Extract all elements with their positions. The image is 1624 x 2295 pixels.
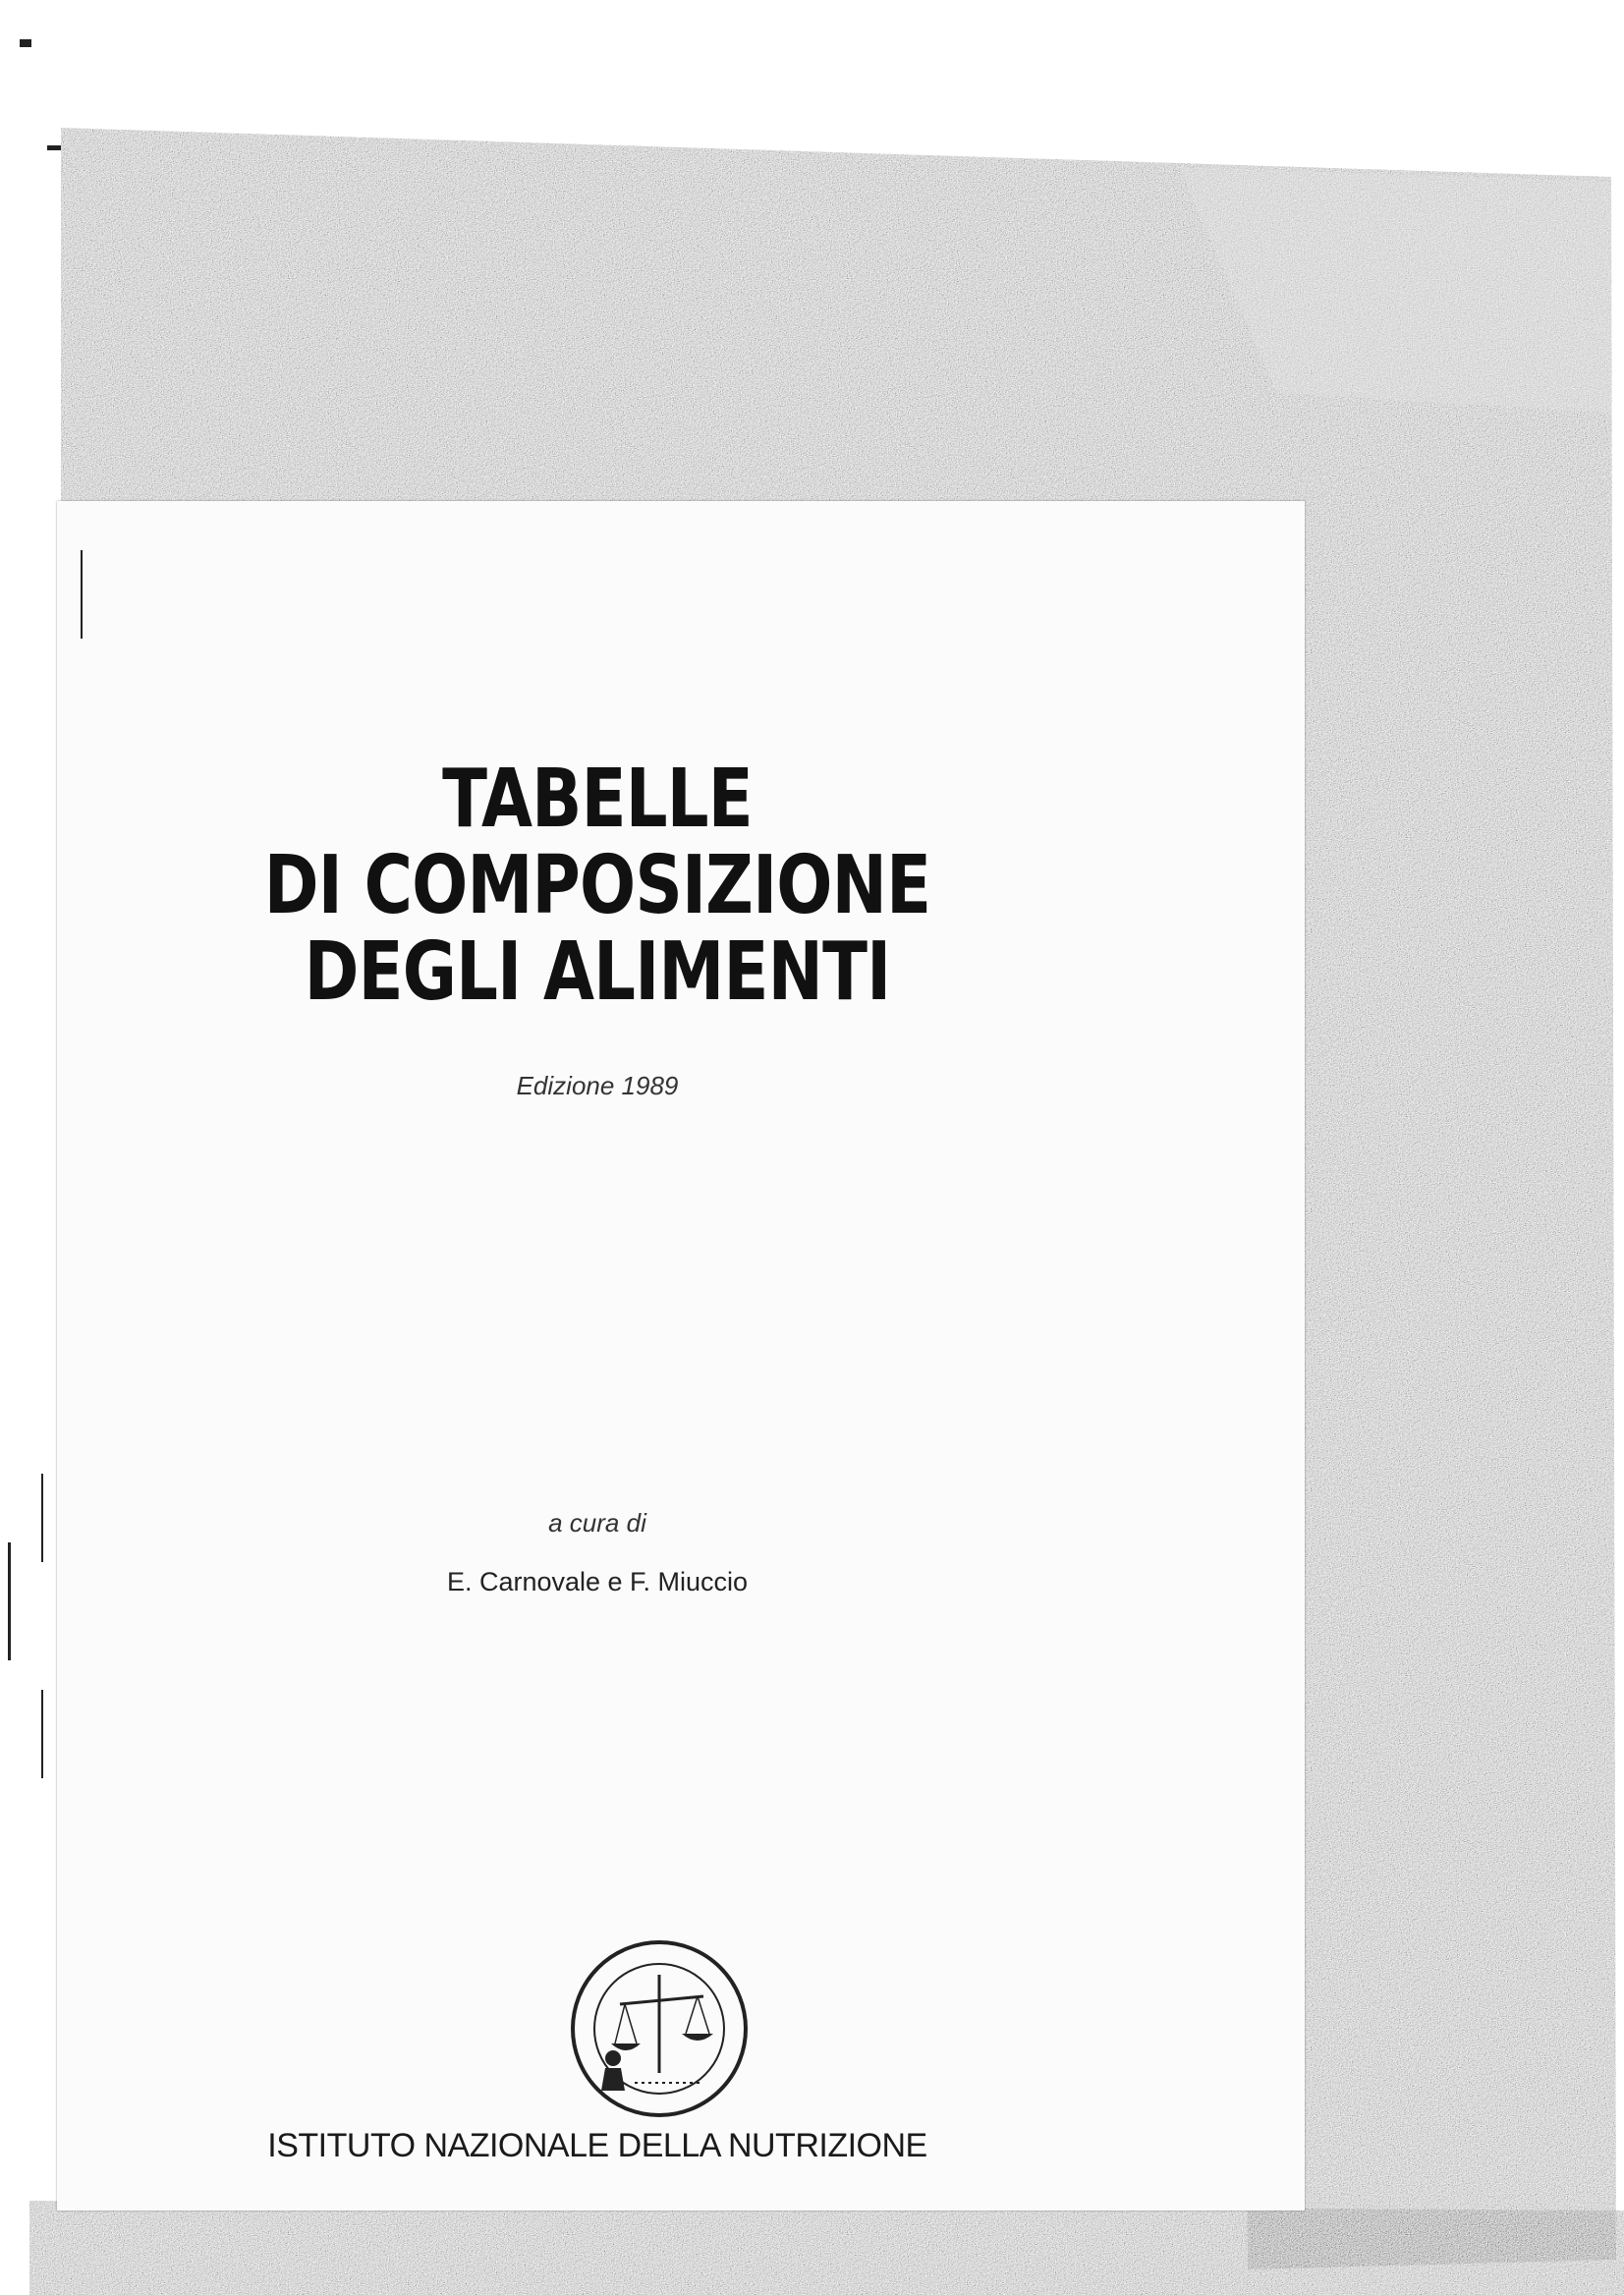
cover-page bbox=[57, 501, 1305, 2211]
authors: E. Carnovale e F. Miuccio bbox=[446, 1567, 749, 1596]
book-title bbox=[57, 753, 1138, 1019]
scan-margin-mark bbox=[81, 550, 83, 639]
scan-margin-mark bbox=[41, 1690, 43, 1778]
balance-scale-seal-icon bbox=[566, 1935, 753, 2122]
scan-margin-mark bbox=[41, 1474, 43, 1562]
edition-label: Edizione 1989 bbox=[516, 1071, 679, 1100]
scan-margin-mark bbox=[8, 1542, 11, 1660]
title-line-3: DEGLI ALIMENTI bbox=[304, 925, 891, 1019]
title-line-1: TABELLE bbox=[442, 753, 753, 846]
curated-by-label: a cura di bbox=[548, 1508, 646, 1538]
publisher-name: ISTITUTO NAZIONALE DELLA NUTRIZIONE bbox=[267, 2127, 927, 2164]
title-line-2: DI COMPOSIZIONE bbox=[263, 839, 931, 932]
